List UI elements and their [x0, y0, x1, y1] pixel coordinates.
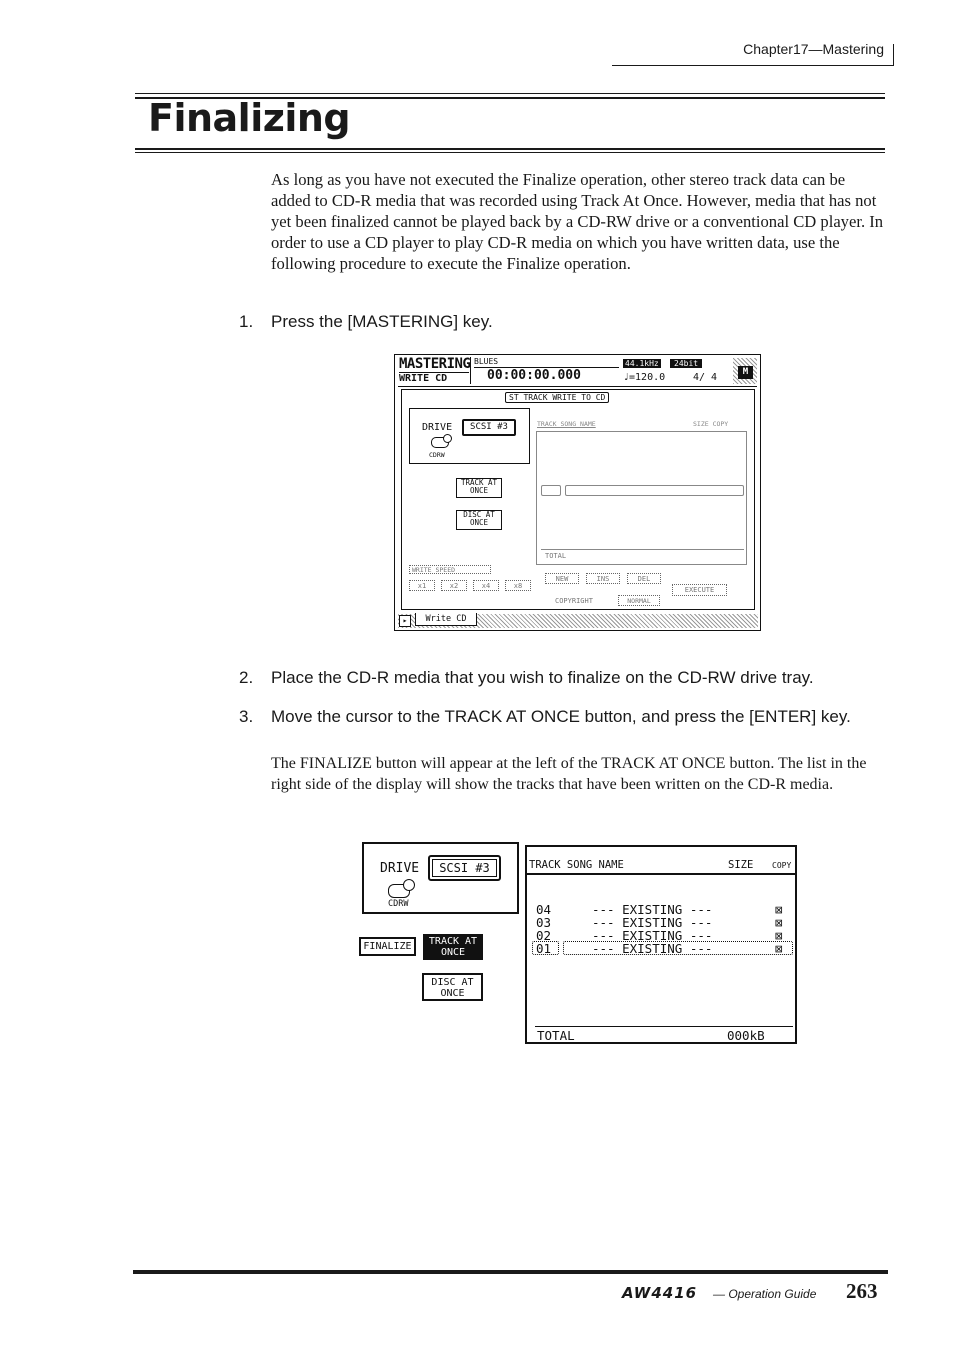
speed-x4-button[interactable]: x4: [473, 580, 499, 591]
sample-rate-badge: 44.1kHz: [625, 359, 659, 368]
track-row-num: 04: [536, 902, 552, 917]
tab-scroll-icon[interactable]: ▸: [399, 615, 411, 627]
list-header-copy: COPY: [772, 861, 792, 870]
execute-button[interactable]: EXECUTE: [672, 584, 727, 596]
mode-title: MASTERING: [399, 356, 471, 372]
speed-x8-button[interactable]: x8: [505, 580, 531, 591]
product-logo: AW4416: [622, 1284, 698, 1302]
section-title: Finalizing: [148, 96, 351, 140]
step-3-text: Move the cursor to the TRACK AT ONCE button, and press the [ENTER] key.: [271, 707, 851, 726]
list-header-rule: [527, 873, 795, 875]
disc-icon: [443, 434, 452, 443]
track-at-once-button[interactable]: [456, 478, 502, 498]
tempo-display: ♩=120.0: [623, 372, 666, 383]
copy-checkbox-icon[interactable]: ⊠: [775, 928, 783, 943]
drive-select[interactable]: [428, 855, 501, 881]
total-label: TOTAL: [545, 552, 567, 560]
title-rule-bottom: [135, 152, 885, 153]
copy-checkbox-icon[interactable]: ⊠: [775, 941, 783, 956]
track-row-num: 03: [536, 915, 552, 930]
disc-icon: [403, 879, 415, 891]
chapter-header: Chapter17—Mastering: [743, 41, 884, 57]
track-name-cell[interactable]: [565, 485, 744, 496]
track-num-cell[interactable]: [541, 485, 561, 496]
track-list[interactable]: [536, 431, 747, 565]
bit-depth-badge: 24bit: [670, 359, 702, 368]
track-row-num: 02: [536, 928, 552, 943]
speed-x2-button[interactable]: x2: [441, 580, 467, 591]
total-value: 000kB: [727, 1028, 765, 1043]
disc-at-once-line1: DISC AT: [431, 977, 474, 988]
copy-checkbox-icon[interactable]: ⊠: [775, 902, 783, 917]
title-rule-top: [135, 93, 885, 94]
disc-at-once-line2: ONCE: [469, 518, 489, 527]
track-at-once-line2: ONCE: [469, 486, 489, 495]
time-counter: 00:00:00.000: [487, 368, 581, 383]
track-row-name: --- EXISTING ---: [592, 928, 713, 943]
track-row-name: --- EXISTING ---: [592, 902, 713, 917]
speed-x1-button[interactable]: x1: [409, 580, 435, 591]
copy-checkbox-icon[interactable]: ⊠: [775, 915, 783, 930]
track-at-once-line1: TRACK AT: [428, 936, 478, 947]
step-1-number: 1.: [239, 312, 254, 331]
drive-box: [409, 408, 530, 464]
step-3-note: The FINALIZE button will appear at the left of the TRACK AT ONCE button. The list in the right side of the display will show the tracks that have been written on the CD-R media.: [271, 755, 867, 793]
step-1-text: Press the [MASTERING] key.: [271, 312, 493, 331]
total-divider: [535, 1026, 793, 1027]
header-rule-vertical: [893, 44, 894, 66]
total-label: TOTAL: [537, 1028, 575, 1043]
disc-at-once-line1: DISC AT: [463, 510, 495, 519]
track-at-once-line1: TRACK AT: [460, 478, 498, 487]
track-row-num: 01: [536, 941, 552, 956]
footer-rule: [133, 1270, 888, 1274]
copyright-select[interactable]: NORMAL: [618, 595, 660, 606]
drive-select[interactable]: SCSI #3: [462, 419, 516, 436]
lcd-detail-left: [361, 842, 521, 1002]
list-header-left: TRACK SONG NAME: [537, 420, 596, 428]
track-row-name: --- EXISTING ---: [592, 915, 713, 930]
tab-write-cd[interactable]: Write CD: [415, 613, 477, 626]
track-row-name: --- EXISTING ---: [592, 941, 713, 956]
song-name: BLUES: [474, 357, 499, 366]
track-at-once-line2: ONCE: [440, 947, 466, 958]
write-speed-label: WRITE SPEED: [409, 565, 491, 574]
header-rule: [612, 65, 894, 66]
list-header-right: SIZE COPY: [693, 420, 729, 428]
drive-type-label: CDRW: [429, 451, 445, 459]
step-3-number: 3.: [239, 707, 254, 726]
lcd-screen-write-cd: [394, 354, 761, 631]
header-divider: [398, 386, 757, 387]
list-header-name: TRACK SONG NAME: [529, 859, 624, 871]
new-button[interactable]: NEW: [545, 573, 579, 584]
mastering-badge-icon: M: [738, 366, 753, 379]
panel-title: ST TRACK WRITE TO CD: [505, 392, 609, 403]
drive-select-value: SCSI #3: [432, 859, 497, 877]
track-at-once-button-selected[interactable]: [423, 934, 483, 960]
disc-at-once-line2: ONCE: [440, 988, 465, 999]
intro-paragraph: As long as you have not executed the Finalize operation, other stereo track data can be added to CD-R media that was recorded using Track At Once. However, media that has not yet been finalized cannot be played back by a CD-RW drive or a conventional CD player. In order to use a CD player to play CD-R media on which you have written data, use the following procedure to execute the Finalize operation.: [271, 170, 884, 273]
drive-label: DRIVE: [380, 861, 420, 876]
step-2-text: Place the CD-R media that you wish to finalize on the CD-RW drive tray.: [271, 668, 814, 687]
disc-at-once-button[interactable]: [456, 510, 502, 530]
submode-title: WRITE CD: [399, 372, 469, 384]
disc-at-once-button[interactable]: [422, 973, 483, 1001]
footer-guide-title: — Operation Guide: [713, 1287, 817, 1301]
insert-button[interactable]: INS: [586, 573, 620, 584]
page-number: 263: [846, 1279, 878, 1303]
copyright-label: COPYRIGHT: [555, 597, 593, 605]
drive-type-label: CDRW: [388, 899, 409, 909]
list-header-size: SIZE: [728, 859, 754, 871]
meter-display: 4/ 4: [693, 372, 718, 383]
title-divider: [470, 357, 471, 384]
drive-label: DRIVE: [422, 422, 453, 433]
title-rule-bottom-thick: [135, 148, 885, 150]
lcd-detail-track-list: [525, 845, 797, 1044]
delete-button[interactable]: DEL: [627, 573, 661, 584]
total-divider: [541, 549, 744, 550]
finalize-button[interactable]: FINALIZE: [359, 937, 416, 956]
step-2-number: 2.: [239, 668, 254, 687]
